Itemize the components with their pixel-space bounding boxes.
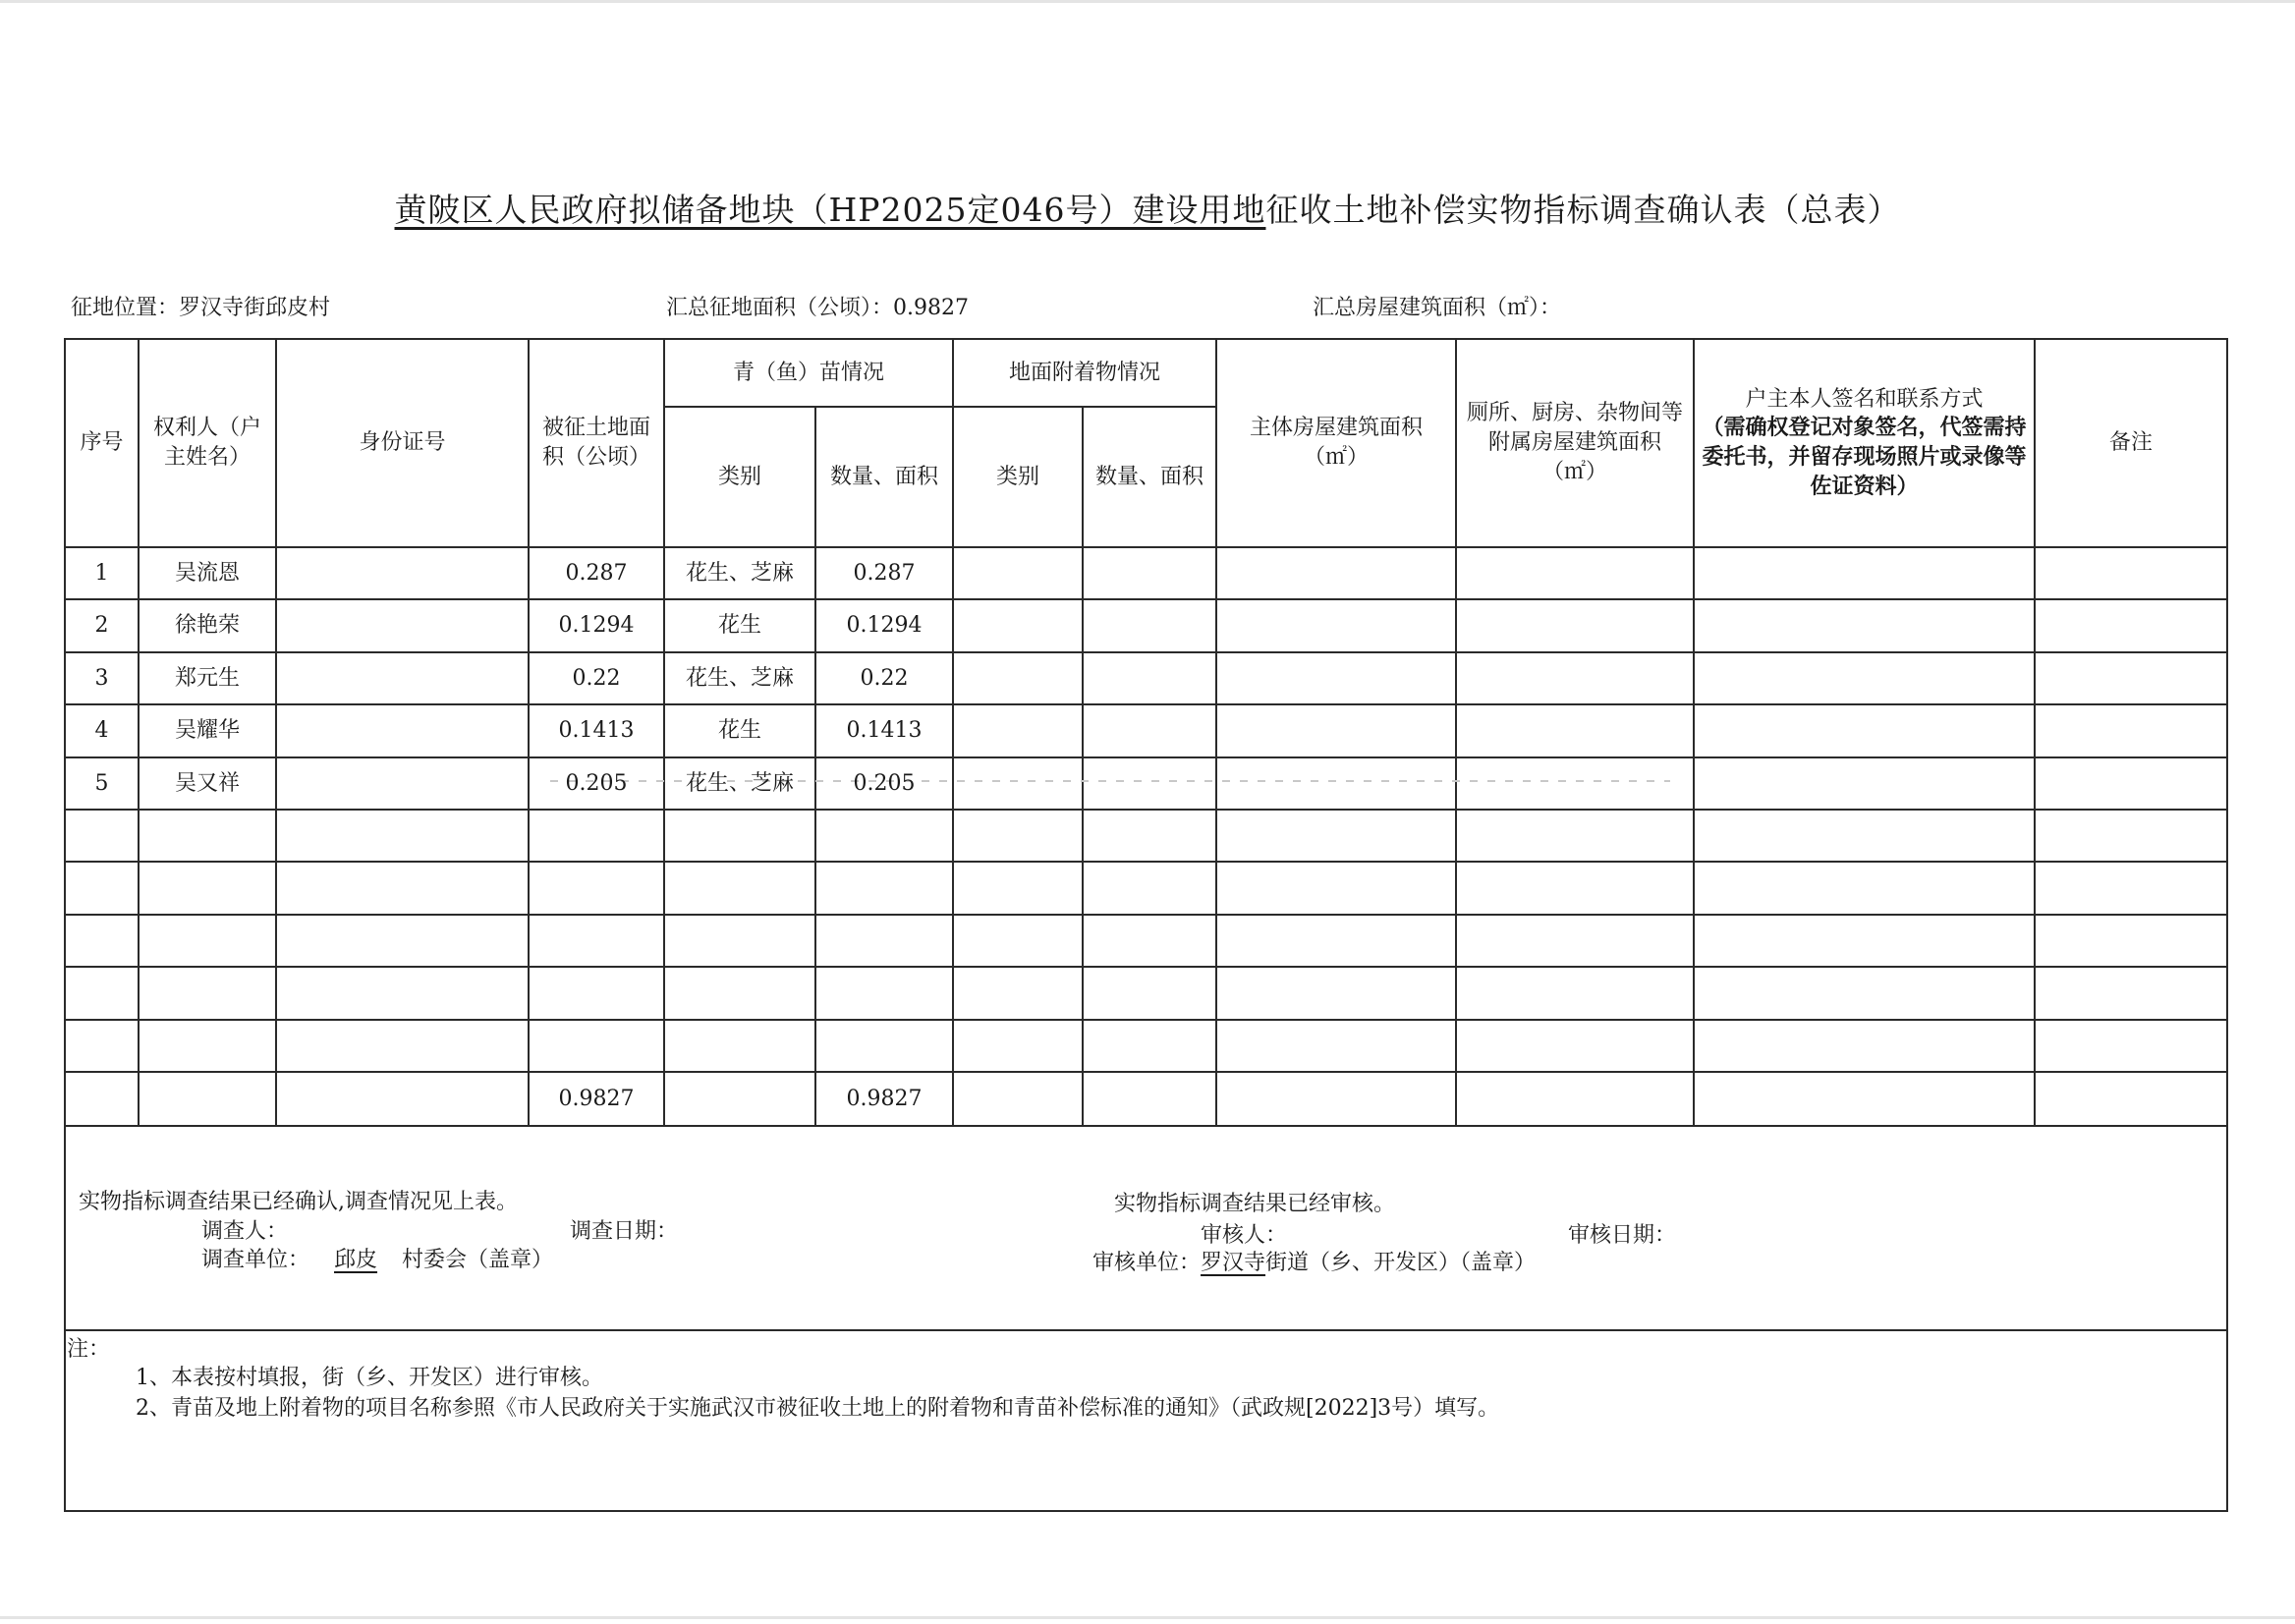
cell-stype: [664, 862, 815, 915]
cell-sqty: [815, 862, 953, 915]
cell-land: [529, 810, 664, 862]
cell-main: [1216, 1072, 1456, 1126]
cell-sign: [1694, 810, 2035, 862]
cell-land: [529, 967, 664, 1020]
cell-aqty: [1083, 967, 1216, 1020]
header-aux-house: 厕所、厨房、杂物间等附属房屋建筑面积（㎡）: [1466, 401, 1683, 484]
cell-stype: 花生: [717, 613, 761, 639]
cell-atype: [953, 652, 1083, 704]
header-sign: [1700, 339, 2029, 547]
total-area-value: 0.9827: [893, 296, 969, 320]
cell-aux: [1456, 810, 1694, 862]
cell-sqty: 0.9827: [846, 1086, 923, 1111]
cell-seq: 1: [94, 560, 109, 586]
cell-remark: [2035, 547, 2227, 599]
review-unit-suffix: 街道（乡、开发区）（盖章）: [1265, 1251, 1537, 1275]
cell-sqty: 0.1294: [846, 613, 923, 639]
cell-sign: [1694, 1020, 2035, 1072]
cell-aux: [1456, 967, 1694, 1020]
investigate-date-label: 调查日期：: [570, 1219, 679, 1244]
header-remark: 备注: [2108, 430, 2153, 456]
cell-seq: [65, 967, 139, 1020]
cell-sqty: [815, 1020, 953, 1072]
cell-main: [1216, 652, 1456, 704]
cell-remark: [2035, 599, 2227, 652]
cell-atype: [953, 1020, 1083, 1072]
cell-atype: [953, 915, 1083, 967]
cell-aqty: [1083, 599, 1216, 652]
header-sign-note: （需确权登记对象签名，代签需持委托书，并留存现场照片或录像等佐证资料）: [1702, 415, 2027, 499]
cell-main: [1216, 967, 1456, 1020]
cell-stype: [664, 1020, 815, 1072]
investigator-label: 调查人：: [201, 1219, 289, 1244]
cell-aux: [1456, 757, 1694, 810]
cell-aqty: [1083, 704, 1216, 757]
title-underlined-part: 黄陂区人民政府拟储备地块（HP2025定046号）建设用地: [394, 191, 1266, 229]
review-unit-name: 罗汉寺: [1201, 1251, 1266, 1275]
cell-land: 0.1294: [558, 613, 635, 639]
cell-remark: [2035, 810, 2227, 862]
cell-stype: [664, 810, 815, 862]
cell-seq: [65, 915, 139, 967]
cell-id: [276, 967, 529, 1020]
cell-id: [276, 652, 529, 704]
cell-land: [529, 862, 664, 915]
review-unit-label: 审核单位：: [1092, 1251, 1202, 1275]
cell-id: [276, 1020, 529, 1072]
cell-atype: [953, 810, 1083, 862]
cell-stype: [664, 967, 815, 1020]
left-confirm-text: 实物指标调查结果已经确认,调查情况见上表。: [79, 1190, 518, 1214]
total-area-label: 汇总征地面积（公顷）：: [666, 296, 894, 320]
cell-id: [276, 810, 529, 862]
cell-main: [1216, 599, 1456, 652]
cell-seq: 5: [94, 770, 109, 796]
cell-stype: [664, 1072, 815, 1126]
cell-stype: 花生、芝麻: [685, 770, 794, 796]
review-unit-line: [1092, 1246, 1536, 1276]
cell-seq: [65, 1072, 139, 1126]
cell-main: [1216, 704, 1456, 757]
cell-atype: [953, 967, 1083, 1020]
cell-land: [529, 1020, 664, 1072]
cell-stype: 花生、芝麻: [685, 560, 794, 586]
cell-owner: 吴流恩: [174, 560, 240, 586]
cell-seq: [65, 862, 139, 915]
header-attach-qty: 数量、面积: [1094, 464, 1203, 489]
title-rest-part: 征收土地补偿实物指标调查确认表（总表）: [1265, 191, 1901, 229]
cell-aux: [1456, 1072, 1694, 1126]
cell-sign: [1694, 652, 2035, 704]
cell-owner: [139, 915, 276, 967]
cell-aux: [1456, 915, 1694, 967]
cell-remark: [2035, 652, 2227, 704]
cell-remark: [2035, 757, 2227, 810]
cell-sqty: 0.205: [853, 770, 916, 796]
cell-sign: [1694, 967, 2035, 1020]
cell-id: [276, 915, 529, 967]
cell-atype: [953, 547, 1083, 599]
header-land-area: 被征土地面积（公顷）: [541, 416, 650, 470]
cell-sqty: [815, 915, 953, 967]
header-owner: 权利人（户主姓名）: [152, 416, 261, 470]
cell-id: [276, 704, 529, 757]
cell-seq: [65, 1020, 139, 1072]
review-date-label: 审核日期：: [1568, 1223, 1677, 1248]
cell-atype: [953, 704, 1083, 757]
header-main-house: 主体房屋建筑面积（㎡）: [1249, 416, 1423, 470]
cell-sqty: [815, 967, 953, 1020]
note-item-2: 2、青苗及地上附着物的项目名称参照《市人民政府关于实施武汉市被征收土地上的附着物和青苗补偿标准的通知》（武政规[2022]3号）填写。: [136, 1396, 1500, 1421]
cell-main: [1216, 862, 1456, 915]
cell-aux: [1456, 652, 1694, 704]
cell-id: [276, 599, 529, 652]
cell-aux: [1456, 599, 1694, 652]
cell-sign: [1694, 862, 2035, 915]
header-seq: 序号: [80, 430, 124, 456]
cell-main: [1216, 757, 1456, 810]
cell-seq: 4: [94, 718, 109, 744]
cell-seq: [65, 810, 139, 862]
cell-remark: [2035, 967, 2227, 1020]
cell-remark: [2035, 862, 2227, 915]
cell-remark: [2035, 1072, 2227, 1126]
cell-seq: 2: [94, 613, 109, 639]
header-seedling: 青（鱼）苗情况: [732, 360, 884, 385]
cell-main: [1216, 1020, 1456, 1072]
cell-id: [276, 547, 529, 599]
cell-id: [276, 862, 529, 915]
cell-remark: [2035, 704, 2227, 757]
cell-stype: [664, 915, 815, 967]
cell-stype: 花生、芝麻: [685, 665, 794, 691]
cell-sign: [1694, 757, 2035, 810]
cell-sign: [1694, 704, 2035, 757]
building-area-label: 汇总房屋建筑面积（㎡）：: [1313, 296, 1562, 320]
header-seedling-type: 类别: [717, 464, 761, 489]
cell-aqty: [1083, 810, 1216, 862]
cell-aux: [1456, 547, 1694, 599]
cell-land: 0.287: [565, 560, 628, 586]
investigate-unit-label: 调查单位：: [201, 1248, 310, 1272]
right-review-text: 实物指标调查结果已经审核。: [1114, 1192, 1396, 1216]
note-item-1: 1、本表按村填报，街（乡、开发区）进行审核。: [136, 1366, 603, 1390]
cell-owner: [139, 810, 276, 862]
investigate-unit-village: 邱皮: [334, 1248, 378, 1272]
cell-owner: 郑元生: [174, 665, 240, 691]
cell-owner: 吴又祥: [174, 770, 240, 796]
cell-aux: [1456, 862, 1694, 915]
cell-land: 0.9827: [558, 1086, 635, 1111]
cell-sign: [1694, 599, 2035, 652]
cell-atype: [953, 757, 1083, 810]
cell-owner: [139, 1072, 276, 1126]
cell-atype: [953, 599, 1083, 652]
cell-aqty: [1083, 915, 1216, 967]
cell-main: [1216, 547, 1456, 599]
cell-aux: [1456, 1020, 1694, 1072]
cell-aqty: [1083, 1020, 1216, 1072]
cell-owner: 吴耀华: [174, 718, 240, 744]
cell-sqty: 0.1413: [846, 718, 923, 744]
cell-aux: [1456, 704, 1694, 757]
reviewer-label: 审核人：: [1201, 1223, 1288, 1248]
cell-aqty: [1083, 1072, 1216, 1126]
cell-owner: [139, 967, 276, 1020]
cell-remark: [2035, 915, 2227, 967]
investigate-unit-suffix: 村委会（盖章）: [402, 1248, 554, 1272]
cell-owner: [139, 862, 276, 915]
cell-aqty: [1083, 547, 1216, 599]
cell-seq: 3: [94, 665, 109, 691]
cell-id: [276, 1072, 529, 1126]
cell-atype: [953, 1072, 1083, 1126]
cell-land: 0.22: [572, 665, 621, 691]
cell-main: [1216, 810, 1456, 862]
cell-stype: 花生: [717, 718, 761, 744]
header-attachment: 地面附着物情况: [1008, 360, 1160, 385]
cell-sign: [1694, 915, 2035, 967]
header-id: 身份证号: [359, 430, 446, 456]
cell-main: [1216, 915, 1456, 967]
location-label: 征地位置：: [71, 296, 180, 320]
cell-aqty: [1083, 652, 1216, 704]
cell-sqty: [815, 810, 953, 862]
notes-label: 注：: [67, 1337, 111, 1362]
cell-id: [276, 757, 529, 810]
header-sign-title: 户主本人签名和联系方式: [1745, 386, 1984, 412]
cell-land: [529, 915, 664, 967]
investigate-unit-line: [201, 1243, 553, 1273]
cell-sqty: 0.287: [853, 560, 916, 586]
cell-aqty: [1083, 757, 1216, 810]
cell-sign: [1694, 1072, 2035, 1126]
cell-owner: [139, 1020, 276, 1072]
cell-land: 0.1413: [558, 718, 635, 744]
cell-land: 0.205: [565, 770, 628, 796]
cell-atype: [953, 862, 1083, 915]
cell-sqty: 0.22: [860, 665, 909, 691]
cell-aqty: [1083, 862, 1216, 915]
cell-sign: [1694, 547, 2035, 599]
header-attach-type: 类别: [995, 464, 1039, 489]
cell-remark: [2035, 1020, 2227, 1072]
location-value: 罗汉寺街邱皮村: [179, 296, 331, 320]
header-seedling-qty: 数量、面积: [829, 464, 938, 489]
cell-owner: 徐艳荣: [174, 613, 240, 639]
